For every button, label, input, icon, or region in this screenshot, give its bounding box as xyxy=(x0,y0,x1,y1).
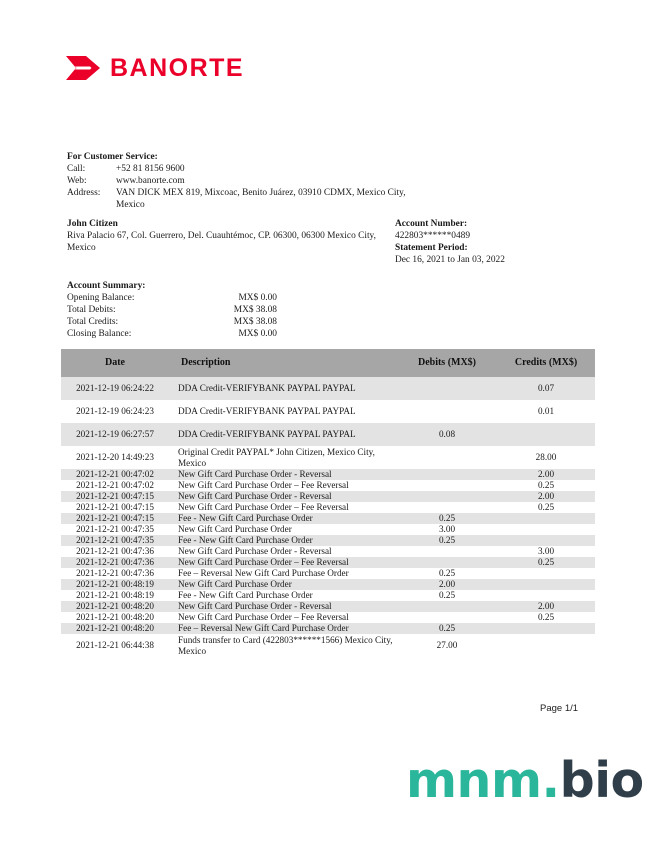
cell-credit xyxy=(497,423,595,446)
table-row xyxy=(61,480,595,491)
cell-credit xyxy=(497,623,595,634)
cell-credit: 0.25 xyxy=(537,480,555,490)
cell-date: 2021-12-19 06:27:57 xyxy=(61,423,169,446)
summary-label: Closing Balance: xyxy=(67,329,132,339)
cell-description: New Gift Card Purchase Order - Reversal xyxy=(169,491,397,502)
cell-date: 2021-12-21 00:47:35 xyxy=(61,535,169,546)
cell-credit: 0.25 xyxy=(537,502,555,512)
cs-row-web xyxy=(67,175,417,187)
cs-row-call xyxy=(67,163,417,175)
cell-date: 2021-12-21 00:47:02 xyxy=(76,480,154,490)
cs-label: Call: xyxy=(67,164,86,174)
cell-debit xyxy=(397,546,497,557)
table-row xyxy=(61,469,595,480)
customer-service-block xyxy=(67,151,417,211)
cell-description: Fee – Reversal New Gift Card Purchase Order xyxy=(169,623,397,634)
cell-date: 2021-12-19 06:24:22 xyxy=(61,377,169,400)
account-number: 422803******0489 xyxy=(395,231,470,241)
cell-description: Original Credit PAYPAL* John Citizen, Mexico City, Mexico xyxy=(178,446,375,468)
cell-description: New Gift Card Purchase Order - Reversal xyxy=(169,469,397,480)
header-description: Description xyxy=(169,349,397,377)
cell-debit: 3.00 xyxy=(438,524,456,534)
summary-row xyxy=(67,292,277,304)
cs-phone: +52 81 8156 9600 xyxy=(116,164,185,174)
summary-row xyxy=(67,316,277,328)
cell-date: 2021-12-21 00:47:36 xyxy=(76,568,154,578)
cell-credit: 2.00 xyxy=(497,491,595,502)
watermark-logo xyxy=(406,752,644,810)
table-row xyxy=(61,634,595,657)
cell-description: New Gift Card Purchase Order – Fee Reversal xyxy=(178,612,349,622)
cell-date: 2021-12-21 00:48:20 xyxy=(61,601,169,612)
cell-date: 2021-12-21 00:48:20 xyxy=(61,623,169,634)
summary-row xyxy=(67,304,277,316)
summary-value: MX$ 38.08 xyxy=(233,317,277,327)
cell-debit xyxy=(397,480,497,491)
table-row xyxy=(61,546,595,557)
cell-credit: 0.25 xyxy=(497,557,595,568)
watermark-text-part2: bio xyxy=(559,752,644,809)
cell-debit: 0.25 xyxy=(397,623,497,634)
cs-website: www.banorte.com xyxy=(116,176,185,186)
cell-description: New Gift Card Purchase Order – Fee Reversal xyxy=(178,480,349,490)
cell-credit: 28.00 xyxy=(535,452,557,462)
cs-row-address xyxy=(67,187,417,211)
table-row xyxy=(61,400,595,423)
table-row xyxy=(61,377,595,400)
cell-date: 2021-12-21 00:47:15 xyxy=(76,502,154,512)
cell-debit xyxy=(397,502,497,513)
cell-debit: 27.00 xyxy=(436,640,458,650)
account-block xyxy=(395,218,575,266)
table-row xyxy=(61,579,595,590)
table-row xyxy=(61,524,595,535)
cs-address: VAN DICK MEX 819, Mixcoac, Benito Juárez, 03910 CDMX, Mexico City, Mexico xyxy=(116,188,406,210)
cell-date: 2021-12-21 00:47:15 xyxy=(61,513,169,524)
table-row xyxy=(61,423,595,446)
table-header-row xyxy=(61,349,595,377)
cell-debit: 0.25 xyxy=(397,535,497,546)
banorte-emblem-icon xyxy=(64,55,102,81)
cell-credit: 0.07 xyxy=(497,377,595,400)
cell-date: 2021-12-21 00:47:36 xyxy=(61,557,169,568)
cell-date: 2021-12-21 00:48:19 xyxy=(76,590,154,600)
cell-debit: 0.25 xyxy=(397,513,497,524)
cell-credit xyxy=(497,568,595,579)
header-date: Date xyxy=(61,349,169,377)
cell-credit xyxy=(497,590,595,601)
cell-description: Fee – Reversal New Gift Card Purchase Order xyxy=(178,568,349,578)
table-row xyxy=(61,446,595,469)
cell-debit xyxy=(397,601,497,612)
banorte-logo xyxy=(64,54,244,82)
cell-description: Fee - New Gift Card Purchase Order xyxy=(178,590,313,600)
table-row xyxy=(61,623,595,634)
cell-debit xyxy=(397,612,497,623)
cell-date: 2021-12-21 00:47:35 xyxy=(76,524,154,534)
cell-credit xyxy=(497,535,595,546)
table-row xyxy=(61,502,595,513)
cell-description: Funds transfer to Card (422803******1566) Mexico City, Mexico xyxy=(178,634,393,656)
cell-date: 2021-12-21 00:48:19 xyxy=(61,579,169,590)
client-name: John Citizen xyxy=(67,219,118,229)
cell-credit xyxy=(497,634,595,657)
cell-description: New Gift Card Purchase Order - Reversal xyxy=(169,601,397,612)
cell-description: DDA Credit-VERIFYBANK PAYPAL PAYPAL xyxy=(178,406,356,416)
summary-label: Total Credits: xyxy=(67,317,119,327)
cell-date: 2021-12-21 06:44:38 xyxy=(76,640,154,650)
cell-description: DDA Credit-VERIFYBANK PAYPAL PAYPAL xyxy=(169,377,397,400)
cell-credit: 2.00 xyxy=(497,469,595,480)
brand-name: BANORTE xyxy=(110,54,245,82)
cell-description: New Gift Card Purchase Order xyxy=(178,524,292,534)
cell-credit xyxy=(497,524,595,535)
watermark-text-part1: mnm. xyxy=(406,752,560,809)
header-debits: Debits (MX$) xyxy=(397,349,497,377)
cell-description: Fee - New Gift Card Purchase Order xyxy=(169,513,397,524)
cell-debit: 2.00 xyxy=(397,579,497,590)
account-number-label: Account Number: xyxy=(395,219,468,229)
account-summary xyxy=(67,280,277,340)
summary-value: MX$ 0.00 xyxy=(238,293,277,303)
cell-debit: 0.08 xyxy=(397,423,497,446)
cell-credit: 0.01 xyxy=(537,406,555,416)
header-credits: Credits (MX$) xyxy=(497,349,595,377)
cell-date: 2021-12-20 14:49:23 xyxy=(76,452,154,462)
cell-credit: 0.25 xyxy=(537,612,555,622)
summary-value: MX$ 0.00 xyxy=(238,329,277,339)
statement-period-label: Statement Period: xyxy=(395,243,468,253)
cell-debit xyxy=(397,400,497,423)
client-block xyxy=(67,218,377,254)
cell-description: New Gift Card Purchase Order – Fee Reversal xyxy=(169,557,397,568)
table-row xyxy=(61,557,595,568)
cell-debit xyxy=(397,557,497,568)
cell-debit xyxy=(397,446,497,469)
cell-credit: 2.00 xyxy=(497,601,595,612)
cell-date: 2021-12-21 00:47:36 xyxy=(76,546,154,556)
summary-label: Total Debits: xyxy=(67,305,116,315)
cell-date: 2021-12-21 00:48:20 xyxy=(76,612,154,622)
summary-label: Opening Balance: xyxy=(67,293,135,303)
cell-credit xyxy=(497,579,595,590)
summary-row xyxy=(67,328,277,340)
table-row xyxy=(61,513,595,524)
cell-date: 2021-12-19 06:24:23 xyxy=(76,406,154,416)
cell-credit: 3.00 xyxy=(537,546,555,556)
table-row xyxy=(61,535,595,546)
cell-description: Fee - New Gift Card Purchase Order xyxy=(169,535,397,546)
cell-description: New Gift Card Purchase Order - Reversal xyxy=(178,546,332,556)
cell-credit xyxy=(497,513,595,524)
table-row xyxy=(61,568,595,579)
table-row xyxy=(61,590,595,601)
table-row xyxy=(61,491,595,502)
cell-description: New Gift Card Purchase Order – Fee Reversal xyxy=(178,502,349,512)
cell-debit xyxy=(397,469,497,480)
cell-date: 2021-12-21 00:47:02 xyxy=(61,469,169,480)
cell-description: DDA Credit-VERIFYBANK PAYPAL PAYPAL xyxy=(169,423,397,446)
cs-label: Web: xyxy=(67,176,87,186)
cell-debit: 0.25 xyxy=(438,590,456,600)
cs-label: Address: xyxy=(67,188,101,198)
summary-value: MX$ 38.08 xyxy=(233,305,277,315)
cell-debit: 0.25 xyxy=(438,568,456,578)
transactions-body xyxy=(61,377,595,657)
cell-date: 2021-12-21 00:47:15 xyxy=(61,491,169,502)
cell-debit xyxy=(397,377,497,400)
statement-period: Dec 16, 2021 to Jan 03, 2022 xyxy=(395,255,505,265)
transactions-table xyxy=(61,349,595,657)
summary-title: Account Summary: xyxy=(67,281,146,291)
table-row xyxy=(61,601,595,612)
customer-service-title: For Customer Service: xyxy=(67,152,158,162)
table-row xyxy=(61,612,595,623)
cell-description: New Gift Card Purchase Order xyxy=(169,579,397,590)
cell-debit xyxy=(397,491,497,502)
page-number: Page 1/1 xyxy=(540,703,579,714)
client-address: Riva Palacio 67, Col. Guerrero, Del. Cuauhtémoc, CP. 06300, 06300 Mexico City, Mexico xyxy=(67,231,376,253)
